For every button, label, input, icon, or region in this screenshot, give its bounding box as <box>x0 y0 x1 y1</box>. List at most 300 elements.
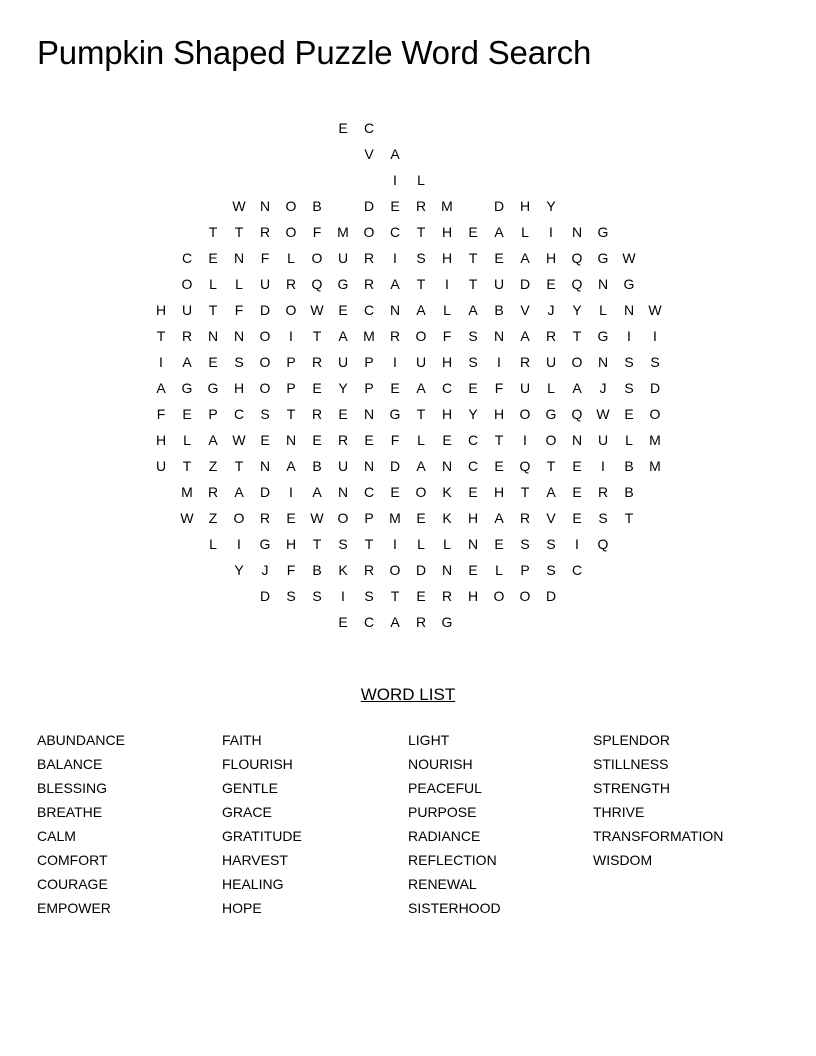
grid-letter: T <box>182 458 192 474</box>
grid-letter: E <box>390 380 400 396</box>
grid-letter: I <box>393 354 397 370</box>
grid-letter: E <box>494 250 504 266</box>
grid-letter: Y <box>572 302 582 318</box>
grid-letter: J <box>599 380 607 396</box>
grid-letter: W <box>310 302 324 318</box>
grid-letter: I <box>653 328 657 344</box>
grid-letter: E <box>312 432 322 448</box>
grid-letter: I <box>393 250 397 266</box>
grid-letter: A <box>234 484 244 500</box>
grid-letter: Z <box>208 510 218 526</box>
grid-letter: N <box>285 432 297 448</box>
grid-letter: P <box>364 354 374 370</box>
grid-letter: E <box>390 198 400 214</box>
grid-letter: N <box>207 328 219 344</box>
grid-letter: W <box>596 406 610 422</box>
grid-letter: R <box>207 484 219 500</box>
grid-letter: U <box>519 380 531 396</box>
grid-letter: R <box>311 354 323 370</box>
grid-letter: N <box>597 354 609 370</box>
grid-letter: P <box>520 562 530 578</box>
grid-letter: R <box>259 224 271 240</box>
grid-letter: B <box>494 302 504 318</box>
grid-letter: A <box>390 276 400 292</box>
grid-letter: G <box>597 250 609 266</box>
grid-letter: E <box>572 458 582 474</box>
grid-letter: A <box>520 250 530 266</box>
grid-letter: A <box>572 380 582 396</box>
grid-letter: H <box>285 536 297 552</box>
grid-letter: E <box>208 250 218 266</box>
grid-letter: T <box>208 224 218 240</box>
grid-letter: L <box>547 380 555 396</box>
word-list-item: HEALING <box>222 876 284 892</box>
grid-letter: H <box>441 354 453 370</box>
grid-letter: T <box>416 224 426 240</box>
grid-letter: T <box>546 458 556 474</box>
grid-letter: A <box>156 380 166 396</box>
grid-letter: S <box>546 562 556 578</box>
grid-letter: R <box>415 198 427 214</box>
grid-letter: L <box>417 172 425 188</box>
grid-letter: T <box>312 536 322 552</box>
grid-letter: Q <box>519 458 531 474</box>
grid-letter: I <box>159 354 163 370</box>
grid-letter: O <box>571 354 583 370</box>
grid-letter: H <box>493 406 505 422</box>
grid-letter: S <box>598 510 608 526</box>
grid-letter: C <box>441 380 453 396</box>
grid-letter: L <box>625 432 633 448</box>
grid-letter: N <box>467 536 479 552</box>
grid-letter: N <box>441 562 453 578</box>
grid-letter: U <box>337 354 349 370</box>
grid-letter: O <box>363 224 375 240</box>
grid-letter: F <box>156 406 166 422</box>
grid-letter: I <box>289 328 293 344</box>
grid-letter: R <box>545 328 557 344</box>
grid-letter: O <box>415 484 427 500</box>
grid-letter: S <box>312 588 322 604</box>
grid-letter: S <box>624 380 634 396</box>
grid-letter: I <box>523 432 527 448</box>
grid-letter: E <box>468 380 478 396</box>
grid-letter: B <box>312 458 322 474</box>
grid-letter: F <box>286 562 296 578</box>
word-list-heading: WORD LIST <box>360 685 456 704</box>
grid-letter: E <box>468 484 478 500</box>
grid-letter: R <box>519 354 531 370</box>
word-list-item: SISTERHOOD <box>408 900 501 916</box>
grid-letter: V <box>520 302 530 318</box>
grid-letter: E <box>416 510 426 526</box>
grid-letter: I <box>393 536 397 552</box>
grid-letter: A <box>390 146 400 162</box>
grid-letter: N <box>441 458 453 474</box>
grid-letter: U <box>493 276 505 292</box>
grid-letter: R <box>363 250 375 266</box>
grid-letter: U <box>181 302 193 318</box>
grid-letter: U <box>597 432 609 448</box>
grid-letter: G <box>259 536 271 552</box>
word-list-item: FLOURISH <box>222 756 293 772</box>
grid-letter: H <box>155 432 167 448</box>
grid-letter: W <box>232 432 246 448</box>
word-list-item: STRENGTH <box>593 780 670 796</box>
grid-letter: T <box>416 276 426 292</box>
word-list-item: RENEWAL <box>408 876 477 892</box>
grid-letter: O <box>259 354 271 370</box>
grid-letter: S <box>624 354 634 370</box>
grid-letter: M <box>337 224 349 240</box>
grid-letter: O <box>285 224 297 240</box>
grid-letter: A <box>494 510 504 526</box>
grid-letter: B <box>312 562 322 578</box>
grid-letter: B <box>624 484 634 500</box>
grid-letter: E <box>416 588 426 604</box>
grid-letter: G <box>441 614 453 630</box>
grid-letter: N <box>597 276 609 292</box>
grid-letter: O <box>181 276 193 292</box>
grid-letter: D <box>389 458 401 474</box>
grid-letter: E <box>494 536 504 552</box>
grid-letter: Q <box>571 406 583 422</box>
grid-letter: T <box>208 302 218 318</box>
grid-letter: A <box>416 302 426 318</box>
grid-letter: S <box>260 406 270 422</box>
word-list-item: STILLNESS <box>593 756 669 772</box>
grid-letter: L <box>599 302 607 318</box>
grid-letter: V <box>364 146 374 162</box>
grid-letter: R <box>285 276 297 292</box>
grid-letter: A <box>182 354 192 370</box>
grid-letter: C <box>467 432 479 448</box>
grid-letter: E <box>572 510 582 526</box>
word-list-item: SPLENDOR <box>593 732 671 748</box>
grid-letter: E <box>546 276 556 292</box>
grid-letter: U <box>337 250 349 266</box>
word-list-item: GRATITUDE <box>222 828 302 844</box>
word-list-item: BREATHE <box>37 804 103 820</box>
word-list-column-1 <box>37 731 125 923</box>
grid-letter: I <box>289 484 293 500</box>
word-list-item: BLESSING <box>37 780 108 796</box>
grid-letter: Y <box>234 562 244 578</box>
grid-letter: I <box>575 536 579 552</box>
grid-letter: H <box>467 588 479 604</box>
word-list-item: HOPE <box>222 900 262 916</box>
grid-letter: S <box>286 588 296 604</box>
grid-letter: I <box>393 172 397 188</box>
grid-letter: F <box>442 328 452 344</box>
grid-letter: O <box>415 328 427 344</box>
grid-letter: H <box>545 250 557 266</box>
word-list-item: FAITH <box>222 732 262 748</box>
grid-letter: T <box>468 250 478 266</box>
grid-letter: R <box>311 406 323 422</box>
grid-letter: N <box>233 328 245 344</box>
grid-letter: N <box>363 458 375 474</box>
grid-letter: T <box>234 458 244 474</box>
word-list-column-2 <box>222 731 302 923</box>
word-list-item: EMPOWER <box>37 900 111 916</box>
grid-letter: C <box>363 120 375 136</box>
page-title: Pumpkin Shaped Puzzle Word Search <box>37 34 592 71</box>
grid-letter: E <box>338 406 348 422</box>
grid-letter: J <box>261 562 269 578</box>
grid-letter: T <box>286 406 296 422</box>
grid-letter: A <box>546 484 556 500</box>
grid-letter: R <box>389 328 401 344</box>
grid-letter: E <box>208 354 218 370</box>
grid-letter: L <box>417 432 425 448</box>
grid-letter: R <box>181 328 193 344</box>
grid-letter: E <box>260 432 270 448</box>
grid-letter: C <box>571 562 583 578</box>
grid-letter: C <box>363 484 375 500</box>
word-list-item: REFLECTION <box>408 852 497 868</box>
grid-letter: H <box>467 510 479 526</box>
grid-letter: T <box>416 406 426 422</box>
word-list-item: NOURISH <box>408 756 473 772</box>
grid-letter: K <box>338 562 348 578</box>
word-list-item: THRIVE <box>593 804 645 820</box>
grid-letter: Z <box>208 458 218 474</box>
grid-letter: N <box>493 328 505 344</box>
grid-letter: M <box>363 328 375 344</box>
grid-letter: U <box>545 354 557 370</box>
grid-letter: T <box>520 484 530 500</box>
grid-letter: C <box>467 458 479 474</box>
grid-letter: Y <box>546 198 556 214</box>
grid-letter: D <box>519 276 531 292</box>
grid-letter: U <box>337 458 349 474</box>
grid-letter: E <box>494 458 504 474</box>
grid-letter: G <box>597 224 609 240</box>
grid-letter: R <box>519 510 531 526</box>
grid-letter: Q <box>571 276 583 292</box>
grid-letter: N <box>389 302 401 318</box>
grid-letter: S <box>468 328 478 344</box>
grid-letter: N <box>259 198 271 214</box>
grid-letter: W <box>180 510 194 526</box>
grid-letter: D <box>259 484 271 500</box>
word-list-item: COMFORT <box>37 852 108 868</box>
grid-letter: Y <box>468 406 478 422</box>
grid-letter: K <box>442 510 452 526</box>
grid-letter: G <box>389 406 401 422</box>
grid-letter: B <box>312 198 322 214</box>
grid-letter: E <box>182 406 192 422</box>
grid-letter: H <box>441 406 453 422</box>
grid-letter: S <box>520 536 530 552</box>
grid-letter: I <box>445 276 449 292</box>
grid-letter: O <box>285 198 297 214</box>
grid-letter: M <box>389 510 401 526</box>
grid-letter: T <box>364 536 374 552</box>
grid-letter: E <box>468 224 478 240</box>
grid-letter: E <box>390 484 400 500</box>
grid-letter: R <box>415 614 427 630</box>
grid-letter: O <box>233 510 245 526</box>
grid-letter: E <box>624 406 634 422</box>
grid-letter: M <box>649 432 661 448</box>
word-list-column-4 <box>593 731 723 875</box>
word-list-item: PURPOSE <box>408 804 477 820</box>
grid-letter: G <box>207 380 219 396</box>
grid-letter: U <box>155 458 167 474</box>
grid-letter: F <box>260 250 270 266</box>
grid-letter: S <box>416 250 426 266</box>
grid-letter: O <box>649 406 661 422</box>
grid-letter: A <box>390 614 400 630</box>
grid-letter: N <box>233 250 245 266</box>
grid-letter: L <box>183 432 191 448</box>
word-list-item: HARVEST <box>222 852 288 868</box>
grid-letter: E <box>286 510 296 526</box>
grid-letter: F <box>312 224 322 240</box>
word-list-item: LIGHT <box>408 732 450 748</box>
word-list-column-3 <box>408 731 501 923</box>
grid-letter: G <box>623 276 635 292</box>
grid-letter: G <box>597 328 609 344</box>
word-list-item: GENTLE <box>222 780 279 796</box>
grid-letter: A <box>208 432 218 448</box>
grid-letter: D <box>545 588 557 604</box>
grid-letter: E <box>468 562 478 578</box>
grid-letter: D <box>259 302 271 318</box>
grid-letter: E <box>364 432 374 448</box>
grid-letter: H <box>441 250 453 266</box>
word-list-item: TRANSFORMATION <box>593 828 724 844</box>
grid-letter: V <box>546 510 556 526</box>
grid-letter: L <box>443 536 451 552</box>
grid-letter: L <box>443 302 451 318</box>
grid-letter: C <box>363 614 375 630</box>
grid-letter: B <box>624 458 634 474</box>
grid-letter: L <box>209 536 217 552</box>
grid-letter: L <box>417 536 425 552</box>
grid-letter: S <box>364 588 374 604</box>
grid-letter: R <box>337 432 349 448</box>
grid-letter: I <box>627 328 631 344</box>
grid-letter: O <box>259 380 271 396</box>
grid-letter: O <box>259 328 271 344</box>
grid-letter: N <box>337 484 349 500</box>
grid-letter: I <box>341 588 345 604</box>
grid-letter: H <box>155 302 167 318</box>
grid-letter: O <box>285 302 297 318</box>
grid-letter: C <box>233 406 245 422</box>
grid-letter: T <box>572 328 582 344</box>
grid-letter: W <box>310 510 324 526</box>
grid-letter: R <box>363 562 375 578</box>
grid-letter: R <box>363 276 375 292</box>
grid-letter: H <box>493 484 505 500</box>
grid-letter: P <box>286 354 296 370</box>
grid-letter: D <box>363 198 375 214</box>
grid-letter: R <box>259 510 271 526</box>
grid-letter: A <box>468 302 478 318</box>
grid-letter: H <box>441 224 453 240</box>
grid-letter: Q <box>311 276 323 292</box>
word-list-item: RADIANCE <box>408 828 481 844</box>
grid-letter: L <box>287 250 295 266</box>
word-list-item: COURAGE <box>37 876 108 892</box>
grid-letter: R <box>597 484 609 500</box>
grid-letter: N <box>259 458 271 474</box>
grid-letter: O <box>519 588 531 604</box>
grid-letter: S <box>650 354 660 370</box>
grid-letter: O <box>389 562 401 578</box>
grid-letter: Y <box>338 380 348 396</box>
grid-letter: O <box>545 432 557 448</box>
grid-letter: F <box>494 380 504 396</box>
grid-letter: T <box>468 276 478 292</box>
grid-letter: J <box>547 302 555 318</box>
grid-letter: R <box>441 588 453 604</box>
grid-letter: S <box>468 354 478 370</box>
grid-letter: C <box>389 224 401 240</box>
grid-letter: N <box>363 406 375 422</box>
grid-letter: W <box>232 198 246 214</box>
grid-letter: Q <box>571 250 583 266</box>
grid-letter: M <box>181 484 193 500</box>
grid-letter: L <box>209 276 217 292</box>
grid-letter: G <box>337 276 349 292</box>
grid-letter: O <box>519 406 531 422</box>
grid-letter: L <box>235 276 243 292</box>
grid-letter: D <box>259 588 271 604</box>
grid-letter: K <box>442 484 452 500</box>
grid-letter: D <box>649 380 661 396</box>
word-list-item: CALM <box>37 828 76 844</box>
grid-letter: U <box>259 276 271 292</box>
grid-letter: T <box>494 432 504 448</box>
grid-letter: C <box>363 302 375 318</box>
grid-letter: E <box>338 302 348 318</box>
word-list-item: PEACEFUL <box>408 780 482 796</box>
grid-letter: O <box>311 250 323 266</box>
grid-letter: G <box>181 380 193 396</box>
grid-letter: F <box>234 302 244 318</box>
word-list-item: GRACE <box>222 804 272 820</box>
grid-letter: A <box>312 484 322 500</box>
grid-letter: H <box>233 380 245 396</box>
grid-letter: W <box>622 250 636 266</box>
grid-letter: A <box>494 224 504 240</box>
grid-letter: M <box>441 198 453 214</box>
grid-letter: Q <box>597 536 609 552</box>
word-list-item: BALANCE <box>37 756 103 772</box>
grid-letter: I <box>497 354 501 370</box>
grid-letter: C <box>181 250 193 266</box>
grid-letter: A <box>338 328 348 344</box>
grid-letter: A <box>416 458 426 474</box>
grid-letter: I <box>237 536 241 552</box>
grid-letter: D <box>415 562 427 578</box>
grid-letter: N <box>571 224 583 240</box>
grid-letter: P <box>364 380 374 396</box>
grid-letter: T <box>312 328 322 344</box>
grid-letter: P <box>208 406 218 422</box>
word-list-item: ABUNDANCE <box>37 732 125 748</box>
grid-letter: E <box>572 484 582 500</box>
grid-letter: N <box>571 432 583 448</box>
grid-letter: E <box>338 120 348 136</box>
grid-letter: I <box>601 458 605 474</box>
grid-letter: D <box>493 198 505 214</box>
